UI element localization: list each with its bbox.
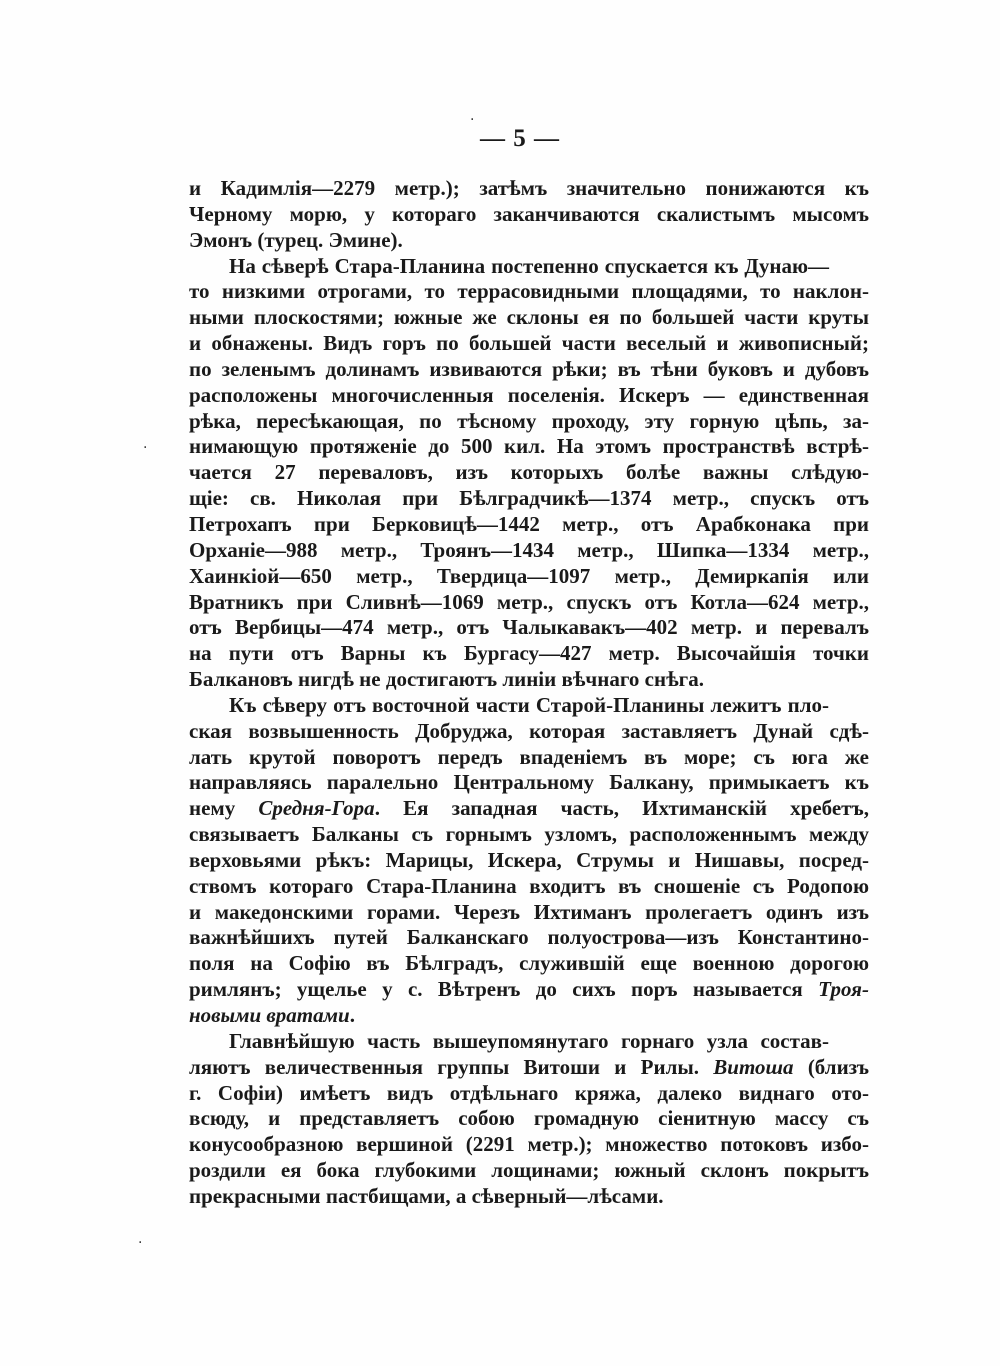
text-line-content [189,977,869,1003]
text-line-content: отъ Вербицы—474 метр., отъ Чалыкавакъ—402 метр. и перевалъ [189,615,869,640]
text-line-content: прекрасными пастбищами, а сѣверный—лѣсами. [189,1183,664,1208]
text-line-content [189,1003,869,1029]
text-line [189,331,869,357]
text-line [189,202,869,228]
text-segment: ляютъ величественныя группы Витоши и Рилы. [189,1054,714,1079]
text-line-content: роздили ея бока глубокими лощинами; южный склонъ покрытъ [189,1158,869,1183]
text-line [189,641,869,667]
text-line [189,1106,869,1132]
text-line-content: щіе: св. Николая при Бѣлградчикѣ—1374 метр., спускъ отъ [189,486,869,511]
text-line-content [189,796,869,822]
text-line [189,590,869,616]
text-line [189,615,869,641]
text-line-content: Хаинкіой—650 метр., Твердица—1097 метр., Демиркапія или [189,563,869,588]
text-line-content: по зеленымъ долинамъ извиваются рѣки; въ тѣни буковъ и дубовъ [189,356,869,381]
text-line-content: чается 27 переваловъ, изъ которыхъ болѣе важны слѣдую- [189,460,869,485]
body-text [189,176,869,1210]
text-line [189,848,869,874]
text-line [189,305,869,331]
text-line-content: Главнѣйшую часть вышеупомянутаго горнаго узла состав- [229,1028,829,1053]
text-line-content: важнѣйшихъ путей Балканскаго полуострова—изъ Константино- [189,925,869,950]
text-line [189,693,869,719]
text-line [189,874,869,900]
italic-term: новыми вратами [189,1003,350,1027]
text-line [189,279,869,305]
text-line-content: лать крутой поворотъ передъ впаденіемъ въ море; съ юга же [189,744,869,769]
text-segment: римлянъ; ущелье у с. Вѣтренъ до сихъ поръ называется [189,977,819,1002]
text-line-content: Черному морю, у котораго заканчиваются скалистымъ мысомъ [189,201,869,226]
text-line-content [189,1055,869,1081]
italic-term: Троя- [818,977,869,1002]
text-line [189,486,869,512]
text-line-content: Петрохапъ при Берковицѣ—1442 метр., отъ Арабконака при [189,511,869,536]
text-line [189,1081,869,1107]
text-line [189,951,869,977]
text-line [189,770,869,796]
text-line-content: ствомъ котораго Стара-Планина входитъ въ сношеніе съ Родопою [189,873,869,898]
text-line-content: расположены многочисленныя поселенія. Искеръ — единственная [189,382,869,407]
text-line [189,1003,869,1029]
scan-speck: · [470,112,475,128]
text-line [189,512,869,538]
text-line-content: и обнажены. Видъ горъ по большей части веселый и живописный; [189,331,869,356]
text-line-content: конусообразною вершиной (2291 метр.); множество потоковъ избо- [189,1132,869,1157]
text-line [189,383,869,409]
text-line [189,409,869,435]
text-line-content: Орханіе—988 метр., Троянъ—1434 метр., Шипка—1334 метр., [189,537,869,562]
text-line-content: и македонскими горами. Черезъ Ихтиманъ пролегаетъ одинъ изъ [189,899,869,924]
text-line [189,434,869,460]
text-line [189,719,869,745]
text-line-content: и Кадимлія—2279 метр.); затѣмъ значительно понижаются къ [189,176,869,200]
text-line [189,1184,869,1210]
scan-speck: · [138,1235,143,1251]
text-segment: . [349,1003,355,1027]
text-line-content: то низкими отрогами, то террасовидными площадями, то наклон- [189,279,869,304]
text-line [189,538,869,564]
text-line [189,1158,869,1184]
text-line-content: ными плоскостями; южные же склоны ея по большей части круты [189,305,869,330]
text-line-content: Вратникъ при Сливнѣ—1069 метр., спускъ отъ Котла—624 метр., [189,589,869,614]
text-line [189,822,869,848]
text-segment: . Ея западная часть, Ихтиманскій хребетъ, [374,796,869,821]
text-line [189,460,869,486]
text-line [189,925,869,951]
text-line-content: Балкановъ нигдѣ не достигаютъ линіи вѣчнаго снѣга. [189,667,704,692]
text-line [189,745,869,771]
italic-term: Средня-Гора [258,796,375,821]
text-line [189,228,869,254]
text-line-content: верховьями рѣкъ: Марицы, Искера, Струмы и Нишавы, посред- [189,847,869,872]
text-line [189,977,869,1003]
text-line [189,176,869,202]
text-line [189,357,869,383]
text-line-content: связываетъ Балканы съ горнымъ узломъ, расположеннымъ между [189,822,869,847]
text-line [189,1029,869,1055]
text-line-content: рѣка, пересѣкающая, по тѣсному проходу, эту горную цѣпь, за- [189,408,869,433]
text-line-content: нимающую протяженіе до 500 кил. На этомъ пространствѣ встрѣ- [189,434,869,459]
text-line [189,667,869,693]
text-line-content: Эмонъ (турец. Эмине). [189,227,403,252]
scan-speck: · [143,440,148,456]
text-line-content: ская возвышенность Добруджа, которая заставляетъ Дунай сдѣ- [189,718,869,743]
text-line-content: на пути отъ Варны къ Бургасу—427 метр. Высочайшія точки [189,641,869,666]
text-line [189,1055,869,1081]
text-line-content: всюду, и представляетъ собою громадную сіенитную массу съ [189,1106,869,1131]
text-line [189,254,869,280]
text-line-content: Къ сѣверу отъ восточной части Старой-Планины лежитъ пло- [229,692,829,717]
text-segment: нему [189,796,259,821]
text-line-content: поля на Софію въ Бѣлградъ, служившій еще военною дорогою [189,951,869,976]
text-line-content: На сѣверѣ Стара-Планина постепенно спускается къ Дунаю— [229,253,829,278]
italic-term: Витоша [713,1054,794,1079]
text-line-content: направляясь паралельно Центральному Балкану, примыкаетъ къ [189,770,869,795]
text-line [189,796,869,822]
text-segment: (близъ [793,1054,869,1079]
text-line [189,1132,869,1158]
text-line-content: г. Софіи) имѣетъ видъ отдѣльнаго кряжа, далеко виднаго ото- [189,1080,869,1105]
text-line [189,564,869,590]
page-number: — 5 — [480,125,560,152]
text-line [189,900,869,926]
